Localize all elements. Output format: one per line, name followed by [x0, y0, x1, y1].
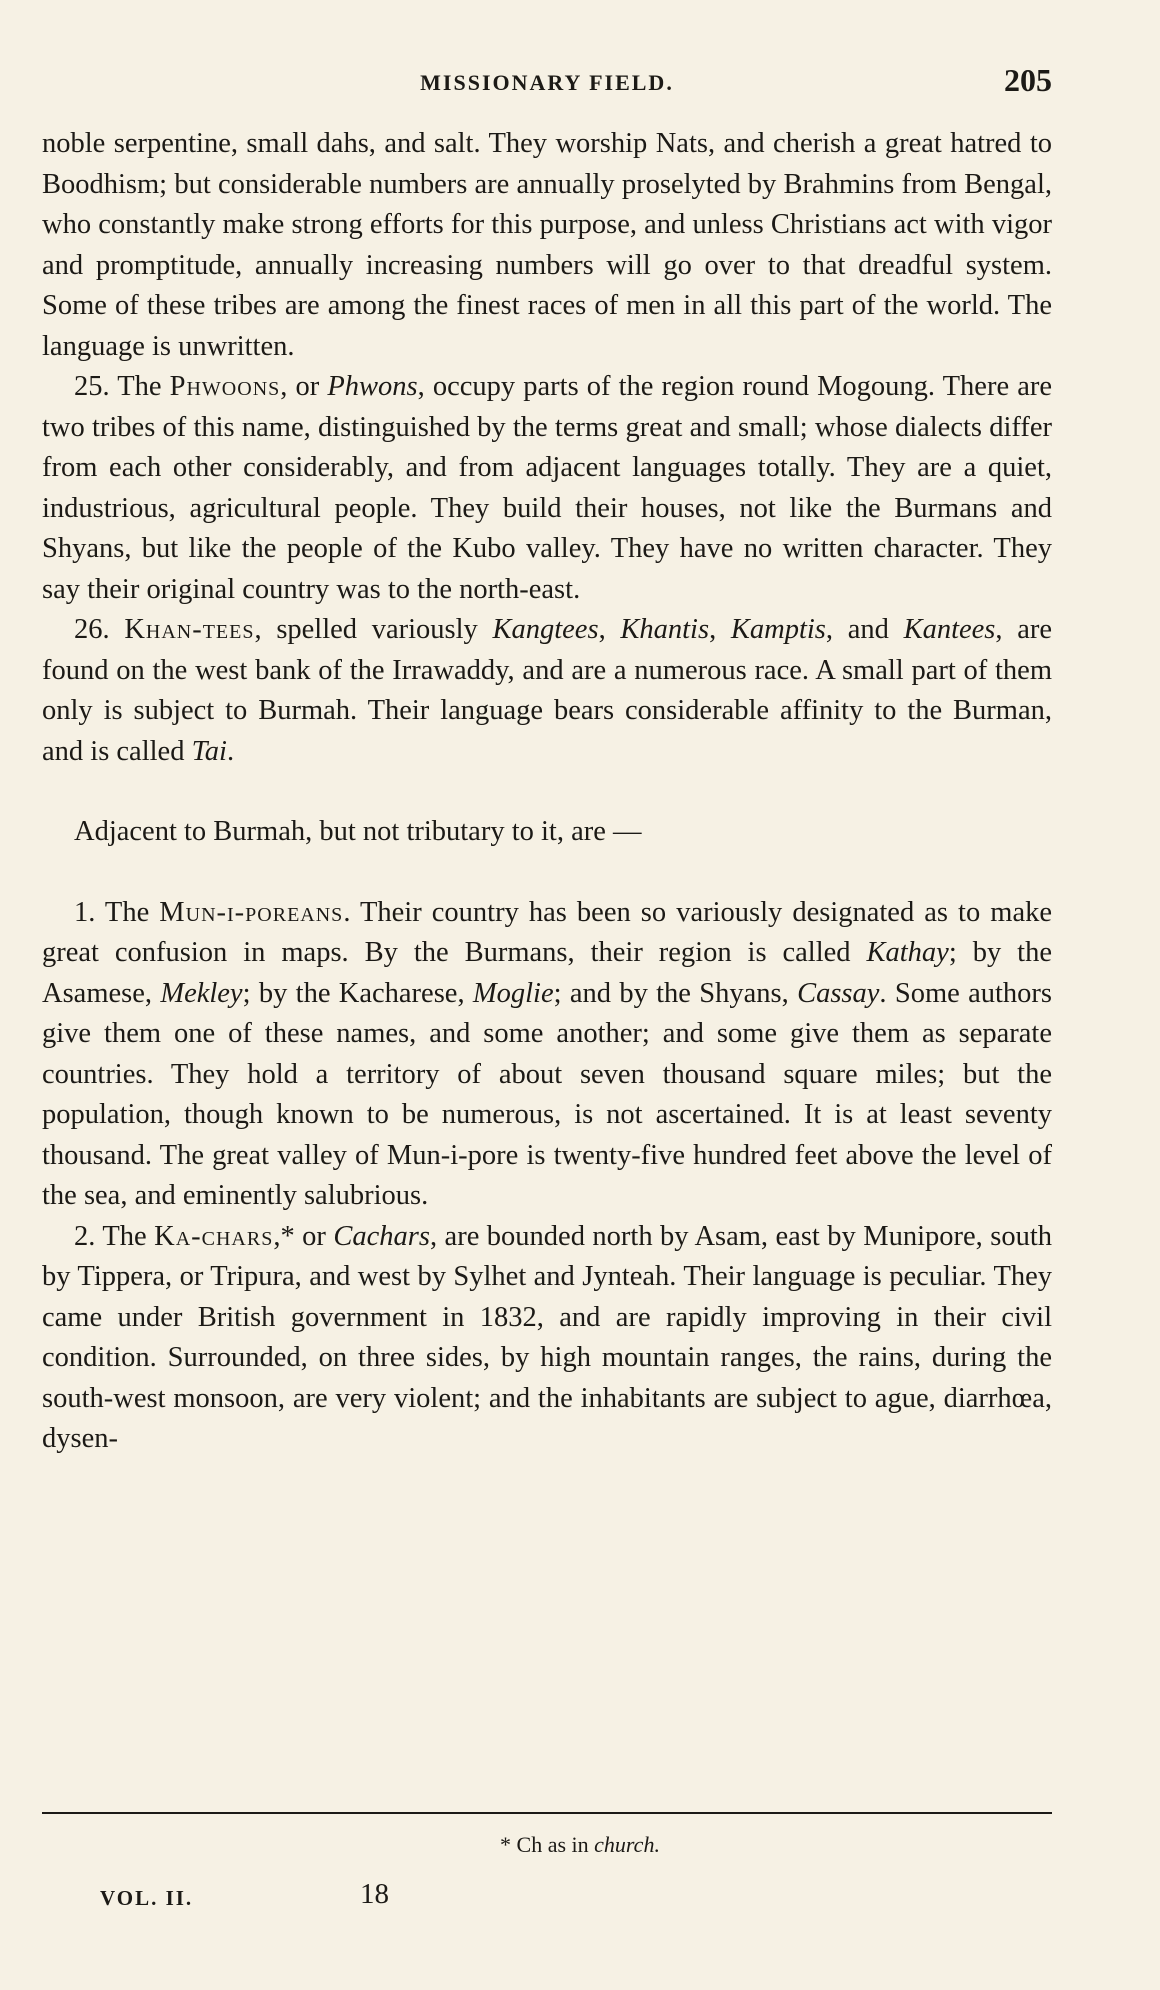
text-run: , spelled variously — [254, 614, 493, 645]
text-run: , or — [280, 371, 328, 402]
variant-name: Kantees — [903, 614, 996, 645]
variant-name: Kamptis — [730, 614, 826, 645]
country-name: Mekley — [160, 977, 243, 1009]
signature-mark: 18 — [360, 1878, 389, 1910]
text-run: ; by the Kacharese, — [242, 977, 473, 1009]
volume-label: VOL. II. — [100, 1886, 194, 1910]
tribe-name: Mun-i-poreans — [159, 896, 344, 928]
footnote — [0, 1832, 1160, 1858]
text-run: , — [598, 614, 621, 645]
body-text — [42, 124, 1052, 1460]
text-run: , are bounded north by Asam, east by Munipore, south by Tippera, or Tripura, and west by Sylhet and Jynteah. Their language is peculiar. They came under British government in 1832, and are rapidly improving in their civil condition. Surrounded, on three sides, by high mountain ranges, the rains, during the south-west monsoon, are very violent; and the inhabitants are subject to ague, diarrhœa, dysen- — [42, 1220, 1053, 1454]
alt-name: Phwons — [327, 371, 418, 402]
text-run: . Their country has been so variously designated as to make great confusion in maps. By the Burmans, their region is called — [42, 896, 1052, 968]
item-number: 1. The — [74, 896, 160, 928]
tribe-name: Phwoons — [169, 371, 281, 402]
text-run: , are found on the west bank of the Irrawaddy, and are a numerous race. A small part of them only is subject to Burmah. Their language bears considerable affinity to the Burman, and is called — [42, 614, 1052, 767]
section-intro: Adjacent to Burmah, but not tributary to it, are — — [74, 816, 642, 847]
page-footer — [100, 1878, 900, 1918]
text-run: ; and by the Shyans, — [553, 977, 798, 1009]
footnote-marker: * Ch as in — [500, 1832, 595, 1857]
variant-name: Kangtees — [492, 614, 599, 645]
running-head: MISSIONARY FIELD. — [420, 70, 674, 95]
tribe-name: Khan-tees — [124, 614, 255, 645]
item-number: 2. The — [74, 1220, 155, 1252]
paragraph-phwoons — [42, 367, 1052, 610]
alt-name: Cachars — [333, 1220, 430, 1252]
country-name: Cassay — [797, 977, 880, 1009]
item-number: 26. — [74, 614, 125, 645]
footnote-word: church. — [594, 1832, 660, 1857]
text-run: , occupy parts of the region round Mogoung. There are two tribes of this name, distinguished by the terms great and small; whose dialects differ from each other considerably, and from adjacent languages totally. They are a quiet, industrious, agricultural people. They build their houses, not like the Burmans and Shyans, but like the people of the Kubo valley. They have no written character. They say their original country was to the north-east. — [42, 371, 1052, 605]
item-number: 25. The — [74, 371, 170, 402]
text-run: , — [709, 614, 731, 645]
paragraph-continuation: noble serpentine, small dahs, and salt. They worship Nats, and cherish a great hatred to Boodhism; but considerable numbers are annually proselyted by Brahmins from Bengal, who constantly make strong efforts for this purpose, and unless Christians act with vigor and promptitude, annually increasing numbers will go over to that dreadful system. Some of these tribes are among the finest races of men in all this part of the world. The language is unwritten. — [42, 128, 1052, 362]
country-name: Moglie — [472, 977, 554, 1009]
paragraph-kachars — [42, 1217, 1052, 1460]
text-run: , and — [825, 614, 904, 645]
variant-name: Khantis — [620, 614, 710, 645]
language-name: Tai — [191, 735, 227, 767]
text-run: . Some authors give them one of these names, and some another; and some give them as separate countries. They hold a territory of about seven thousand square miles; but the population, though known to be numerous, is not ascertained. It is at least seventy thousand. The great valley of Mun-i-pore is twenty-five hundred feet above the level of the sea, and eminently salubrious. — [42, 977, 1052, 1211]
page-number: 205 — [1004, 62, 1052, 98]
page-header — [42, 62, 1052, 112]
paragraph-muniporeans — [42, 893, 1052, 1217]
text-run: ; by the Asamese, — [42, 937, 1052, 1009]
paragraph-khantees — [42, 610, 1052, 772]
tribe-name: Ka-chars — [154, 1220, 274, 1252]
text-run: ,* or — [273, 1220, 334, 1252]
country-name: Kathay — [866, 937, 949, 968]
footnote-rule — [42, 1812, 1052, 1814]
text-run: . — [226, 735, 235, 767]
